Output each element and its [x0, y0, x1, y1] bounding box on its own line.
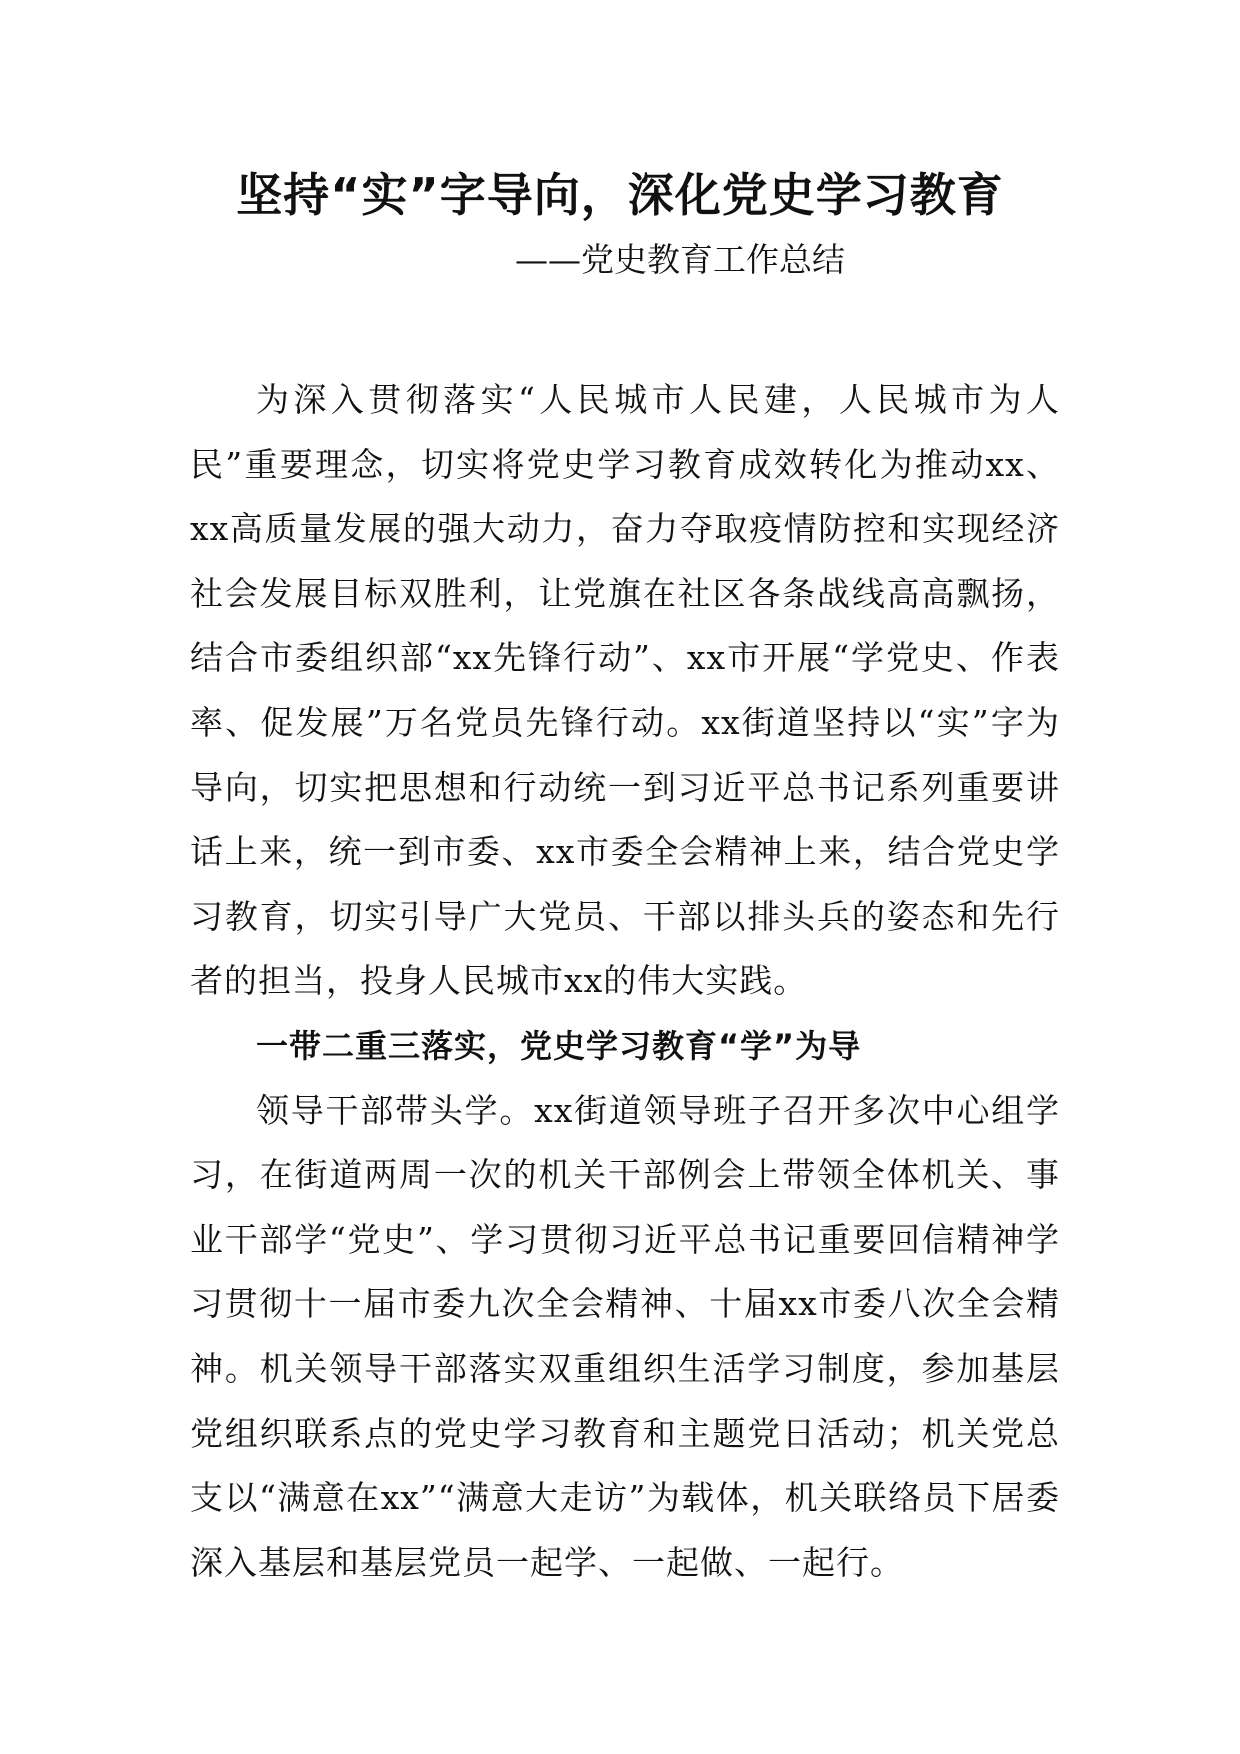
- document-subtitle: ——党史教育工作总结: [515, 240, 845, 279]
- document-title: 坚持“实”字导向，深化党史学习教育: [236, 168, 1004, 222]
- section-heading: 一带二重三落实，党史学习教育“学”为导: [256, 1026, 862, 1065]
- intro-paragraph: 为深入贯彻落实“人民城市人民建，人民城市为人民”重要理念，切实将党史学习教育成效转化为推动xx、xx高质量发展的强大动力，奋力夺取疫情防控和实现经济社会发展目标双胜利，让党旗在社区各条战线高高飘扬，结合市委组织部“xx先锋行动”、xx市开展“学党史、作表率、促发展”万名党员先锋行动。xx街道坚持以“实”字为导向，切实把思想和行动统一到习近平总书记系列重要讲话上来，统一到市委、xx市委全会精神上来，结合党史学习教育，切实引导广大党员、干部以排头兵的姿态和先行者的担当，投身人民城市xx的伟大实践。: [190, 380, 1060, 1001]
- document-body: [190, 368, 1060, 1595]
- section-paragraph: 领导干部带头学。xx街道领导班子召开多次中心组学习，在街道两周一次的机关干部例会上带领全体机关、事业干部学“党史”、学习贯彻习近平总书记重要回信精神学习贯彻十一届市委九次全会精神、十届xx市委八次全会精神。机关领导干部落实双重组织生活学习制度，参加基层党组织联系点的党史学习教育和主题党日活动；机关党总支以“满意在xx”“满意大走访”为载体，机关联络员下居委深入基层和基层党员一起学、一起做、一起行。: [190, 1090, 1060, 1582]
